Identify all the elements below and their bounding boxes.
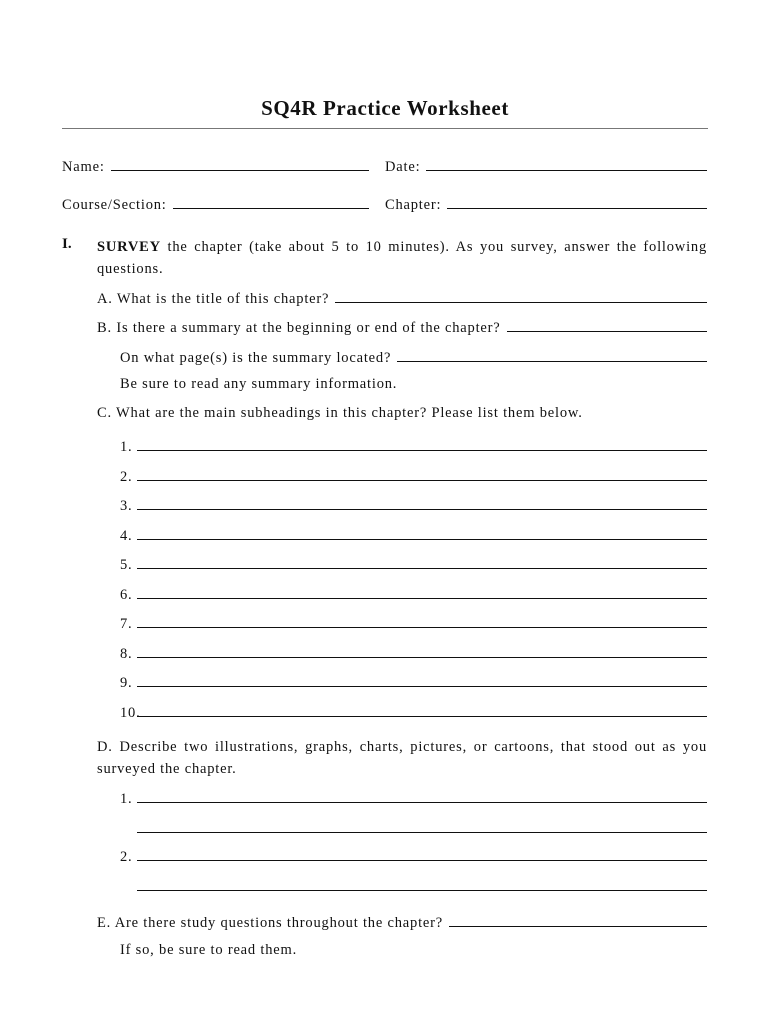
subheading-number: 3. [120, 498, 133, 514]
study-questions-note: If so, be sure to read them. [120, 942, 298, 958]
question-a-text: A. What is the title of this chapter? [97, 291, 330, 307]
subheading-answer-line[interactable] [137, 672, 707, 687]
question-b-answer-line[interactable] [507, 317, 707, 332]
question-d-text [97, 736, 707, 780]
subheading-answer-line[interactable] [137, 436, 707, 451]
survey-intro-text: the chapter (take about 5 to 10 minutes). As you survey, answer the following questions. [97, 239, 707, 277]
illustration-number: 1. [120, 791, 133, 807]
subheading-item[interactable] [120, 554, 707, 574]
question-e-text: E. Are there study questions throughout the chapter? [97, 915, 444, 931]
course-section-field[interactable] [62, 194, 369, 214]
subheading-number: 10. [120, 704, 141, 721]
question-a-answer-line[interactable] [335, 288, 707, 303]
chapter-input-line[interactable] [447, 194, 707, 209]
subheading-number: 1. [120, 439, 133, 455]
survey-instructions [97, 236, 707, 280]
subheading-item[interactable] [120, 613, 707, 633]
subheading-item[interactable] [120, 672, 707, 692]
question-b-text: B. Is there a summary at the beginning or end of the chapter? [97, 320, 501, 336]
subheading-answer-line[interactable] [137, 525, 707, 540]
subheading-item[interactable] [120, 643, 707, 663]
date-field[interactable] [385, 156, 707, 176]
subheading-number: 7. [120, 616, 133, 632]
illustration-answer-line[interactable] [137, 846, 707, 861]
date-input-line[interactable] [426, 156, 707, 171]
question-a[interactable] [97, 288, 707, 308]
page-title: SQ4R Practice Worksheet [261, 96, 509, 120]
name-label: Name: [62, 159, 105, 175]
subheading-answer-line[interactable] [137, 643, 707, 658]
illustration-answer-line[interactable] [137, 788, 707, 803]
subheading-answer-line[interactable] [137, 702, 707, 717]
summary-note: Be sure to read any summary information. [120, 376, 398, 392]
section-number: I. [62, 236, 72, 252]
summary-page-question[interactable] [120, 347, 707, 367]
summary-page-text: On what page(s) is the summary located? [120, 350, 392, 366]
subheading-item[interactable] [120, 436, 707, 456]
name-field[interactable] [62, 156, 369, 176]
question-e-answer-line[interactable] [449, 912, 707, 927]
illustration-continuation-line[interactable] [137, 832, 707, 833]
course-section-input-line[interactable] [173, 194, 369, 209]
subheading-number: 4. [120, 527, 133, 544]
question-b[interactable] [97, 317, 707, 337]
subheading-item[interactable] [120, 584, 707, 604]
course-section-label: Course/Section: [62, 197, 167, 213]
subheading-item[interactable] [120, 495, 707, 515]
chapter-field[interactable] [385, 194, 707, 214]
chapter-label: Chapter: [385, 197, 442, 213]
title-divider [62, 128, 708, 129]
subheading-item[interactable] [120, 466, 707, 486]
name-input-line[interactable] [111, 156, 369, 171]
question-c-text: C. What are the main subheadings in this chapter? Please list them below. [97, 405, 583, 421]
question-e[interactable] [97, 912, 707, 932]
illustration-item[interactable] [120, 846, 707, 866]
subheading-answer-line[interactable] [137, 613, 707, 628]
subheading-number: 9. [120, 675, 133, 691]
subheading-number: 6. [120, 586, 133, 603]
subheading-number: 2. [120, 468, 133, 485]
illustration-continuation-line[interactable] [137, 890, 707, 891]
subheading-number: 5. [120, 557, 133, 573]
subheading-answer-line[interactable] [137, 584, 707, 599]
subheading-answer-line[interactable] [137, 495, 707, 510]
illustration-item[interactable] [120, 788, 707, 808]
subheading-answer-line[interactable] [137, 554, 707, 569]
subheading-item[interactable] [120, 525, 707, 545]
summary-page-answer-line[interactable] [397, 347, 707, 362]
date-label: Date: [385, 159, 421, 175]
question-d-label: D. Describe two illustrations, graphs, charts, pictures, or cartoons, that stood out as you surveyed the chapter. [97, 739, 707, 777]
subheading-answer-line[interactable] [137, 466, 707, 481]
illustration-number: 2. [120, 849, 133, 865]
survey-keyword: SURVEY [97, 239, 161, 255]
subheading-item[interactable] [120, 702, 707, 722]
subheading-number: 8. [120, 645, 133, 662]
